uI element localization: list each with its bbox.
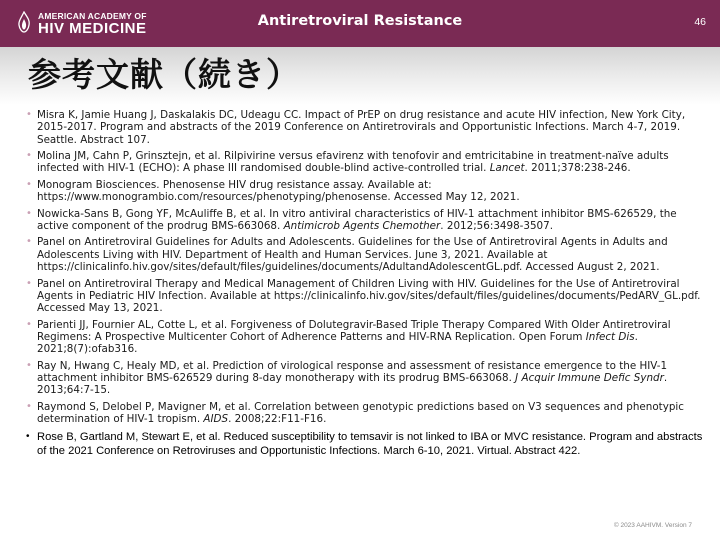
reference-item: • Raymond S, Delobel P, Mavigner M, et al. Correlation between genotypic predictions based on V3 sequences and phenotypic determination of HIV-1 tropism. AIDS. 2008;22:F11-F16. bbox=[26, 401, 706, 426]
reference-item: • Panel on Antiretroviral Guidelines for Adults and Adolescents. Guidelines for the Use of Antiretroviral Agents in Adults and Adolescents Living with HIV. Department of Health and Human Services. June 3, 2021. Available at https://clinicalinfo.hiv.gov/sites/default/files/guidelines/documents/AdultandAdolescentGL.pdf. Accessed August 2, 2021. bbox=[26, 236, 706, 273]
reference-list bbox=[26, 109, 706, 463]
slide-section-title: Antiretroviral Resistance bbox=[257, 13, 463, 29]
reference-item: • Misra K, Jamie Huang J, Daskalakis DC, Udeagu CC. Impact of PrEP on drug resistance and acute HIV infection, New York City, 2015-2017. Program and abstracts of the 2019 Conference on Antiretrovirals and Opportunistic Infections. March 4-7, 2019. Seattle. Abstract 107. bbox=[26, 109, 706, 146]
journal-name: AIDS bbox=[203, 413, 229, 426]
reference-item: • Panel on Antiretroviral Therapy and Medical Management of Children Living with HIV. Guidelines for the Use of Antiretroviral Agents in Pediatric HIV Infection. Available at https://clinicalinfo.hiv.gov/sites/default/files/guidelines/documents/PedARV_GL.pdf. Accessed May 13, 2021. bbox=[26, 278, 706, 315]
journal-name: Infect Dis bbox=[585, 330, 635, 343]
reference-item: • Rose B, Gartland M, Stewart E, et al. Reduced susceptibility to temsavir is not linked to IBA or MVC resistance. Program and abstracts of the 2021 Conference on Retroviruses and Opportunistic Infections. March 6-10, 2021. Virtual. Abstract 422. bbox=[26, 430, 706, 459]
journal-name: Lancet bbox=[489, 162, 525, 175]
reference-item: • Ray N, Hwang C, Healy MD, et al. Prediction of virological response and assessment of resistance emergence to the HIV-1 attachment inhibitor BMS-626529 during 8-day monotherapy with its prodrug BMS-663068. J Acquir Immune Defic Syndr. 2013;64:7-15. bbox=[26, 360, 706, 397]
org-name-line2: HIV MEDICINE bbox=[38, 20, 147, 37]
reference-item: • Monogram Biosciences. Phenosense HIV drug resistance assay. Available at: https://www.monogrambio.com/resources/phenotyping/phenosense. Accessed May 12, 2021. bbox=[26, 179, 706, 204]
org-name-line1: AMERICAN ACADEMY OF bbox=[38, 11, 147, 21]
header-bar bbox=[0, 0, 720, 47]
journal-name: J Acquir Immune Defic Syndr bbox=[515, 371, 664, 384]
reference-item: • Nowicka-Sans B, Gong YF, McAuliffe B, et al. In vitro antiviral characteristics of HIV-1 attachment inhibitor BMS-626529, the active component of the prodrug BMS-663068. Antimicrob Agents Chemother. 2012;56:3498-3507. bbox=[26, 208, 706, 233]
slide-heading: 参考文献（続き） bbox=[28, 55, 300, 94]
journal-name: Antimicrob Agents Chemother bbox=[283, 219, 441, 232]
page-number: 46 bbox=[694, 16, 706, 28]
reference-item: • Parienti JJ, Fournier AL, Cotte L, et al. Forgiveness of Dolutegravir-Based Triple Therapy Compared With Older Antiretroviral Regimens: A Prospective Multicenter Cohort of Adherence Patterns and HIV-RNA Replication. Open Forum Infect Dis. 2021;8(7):ofab316. bbox=[26, 319, 706, 356]
reference-item: • Molina JM, Cahn P, Grinsztejn, et al. Rilpivirine versus efavirenz with tenofovir and emtricitabine in treatment-naïve adults infected with HIV-1 (ECHO): A phase III randomised double-blind active-controlled trial. Lancet. 2011;378:238-246. bbox=[26, 150, 706, 175]
copyright-notice: © 2023 AAHIVM. Version 7 bbox=[613, 522, 692, 529]
